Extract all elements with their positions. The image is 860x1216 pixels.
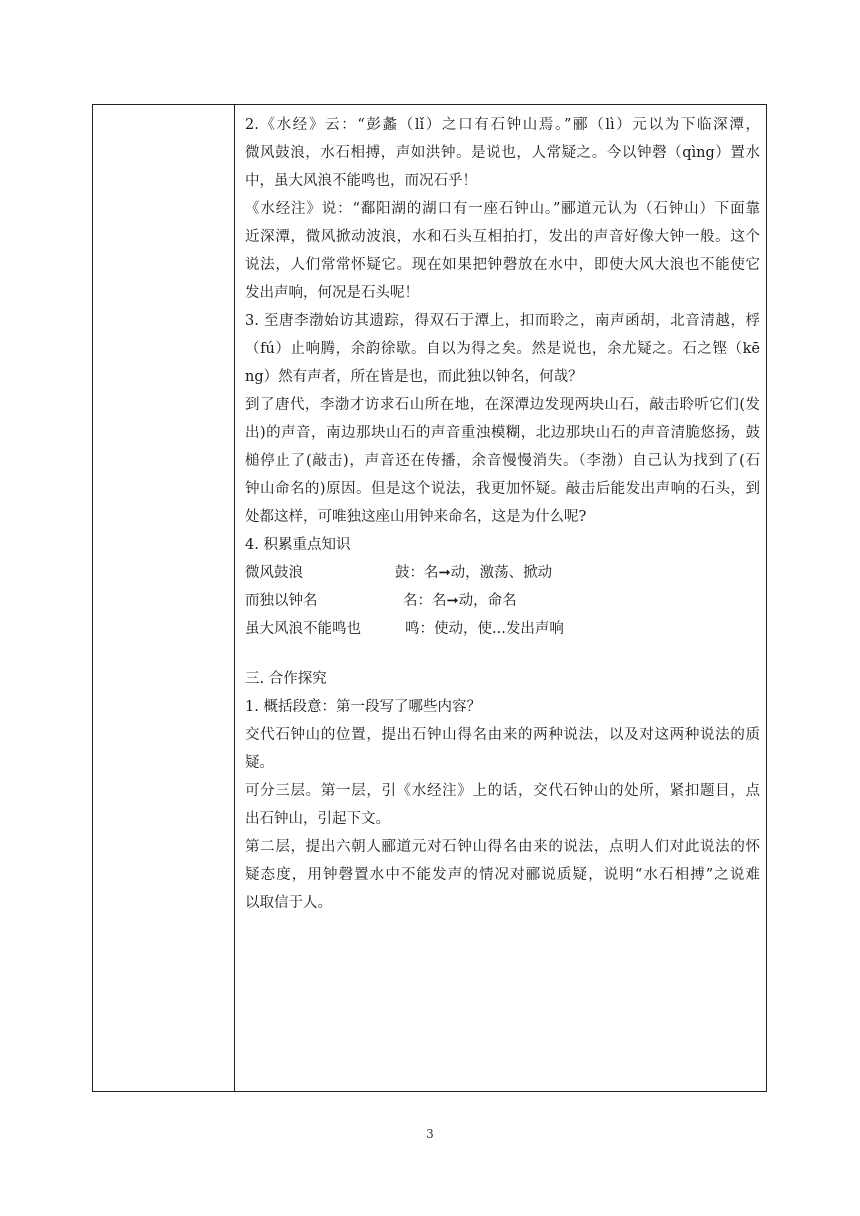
text-line: 近深潭，微风掀动波浪，水和石头互相拍打，发出的声音好像大钟一般。这个	[245, 229, 760, 245]
knowledge-note: 鼓：名➞动，激荡、掀动	[395, 565, 553, 581]
text-line: 疑。	[245, 755, 274, 771]
text-line: 说法，人们常常怀疑它。现在如果把钟磬放在水中，即使大风大浪也不能使它	[245, 257, 760, 273]
text-line: 出)的声音，南边那块山石的声音重浊模糊，北边那块山石的声音清脆悠扬，鼓	[245, 425, 760, 441]
content-cell	[245, 111, 760, 917]
knowledge-phrase: 而独以钟名	[245, 593, 318, 609]
knowledge-row	[245, 559, 760, 587]
knowledge-row	[245, 615, 760, 643]
text-line: 第二层，提出六朝人郦道元对石钟山得名由来的说法，点明人们对此说法的怀	[245, 839, 760, 855]
knowledge-phrase: 虽大风浪不能鸣也	[245, 621, 361, 637]
text-line: 交代石钟山的位置，提出石钟山得名由来的两种说法，以及对这两种说法的质	[245, 727, 760, 743]
text-line: 以取信于人。	[245, 895, 332, 911]
spacer	[245, 643, 760, 665]
knowledge-phrase: 微风鼓浪	[245, 565, 303, 581]
text-line: 《水经注》说：“鄱阳湖的湖口有一座石钟山。”郦道元认为（石钟山）下面靠	[245, 201, 760, 217]
text-line: 疑态度，用钟磬置水中不能发声的情况对郦说质疑，说明“水石相搏”之说难	[245, 867, 760, 883]
text-line: 中，虽大风浪不能鸣也，而况石乎！	[245, 173, 477, 189]
text-line: 处都这样，可唯独这座山用钟来命名，这是为什么呢?	[245, 509, 587, 525]
text-line: 微风鼓浪，水石相搏，声如洪钟。是说也，人常疑之。今以钟磬（qìng）置水	[245, 145, 760, 161]
text-line: 1. 概括段意：第一段写了哪些内容？	[245, 699, 481, 715]
text-line: 出石钟山，引起下文。	[245, 811, 390, 827]
text-line: 2.《水经》云：“彭蠡（lǐ）之口有石钟山焉。”郦（lì）元以为下临深潭，	[245, 117, 760, 133]
knowledge-row	[245, 587, 760, 615]
text-line: 到了唐代，李渤才访求石山所在地，在深潭边发现两块山石，敲击聆听它们(发	[245, 397, 760, 413]
column-divider	[234, 105, 235, 1091]
page-number: 3	[426, 1127, 434, 1141]
text-line: 可分三层。第一层，引《水经注》上的话，交代石钟山的处所，紧扣题目，点	[245, 783, 760, 799]
text-line: 4. 积累重点知识	[245, 537, 351, 553]
section-title: 三. 合作探究	[245, 671, 327, 687]
lesson-table	[92, 104, 767, 1092]
text-line: 发出声响，何况是石头呢！	[245, 285, 419, 301]
text-line: 3. 至唐李渤始访其遗踪，得双石于潭上，扣而聆之，南声函胡，北音清越，桴	[245, 313, 760, 329]
text-line: （fú）止响腾，余韵徐歇。自以为得之矣。然是说也，余尤疑之。石之铿（kē	[245, 341, 760, 357]
text-line: 槌停止了(敲击)，声音还在传播，余音慢慢消失。（李渤）自己认为找到了(石	[245, 453, 760, 469]
knowledge-note: 名：名➞动，命名	[403, 593, 517, 609]
text-line: 钟山命名的)原因。但是这个说法，我更加怀疑。敲击后能发出声响的石头，到	[245, 481, 760, 497]
text-line: ng）然有声者，所在皆是也，而此独以钟名，何哉？	[245, 369, 583, 385]
knowledge-note: 鸣：使动，使...发出声响	[405, 621, 564, 637]
